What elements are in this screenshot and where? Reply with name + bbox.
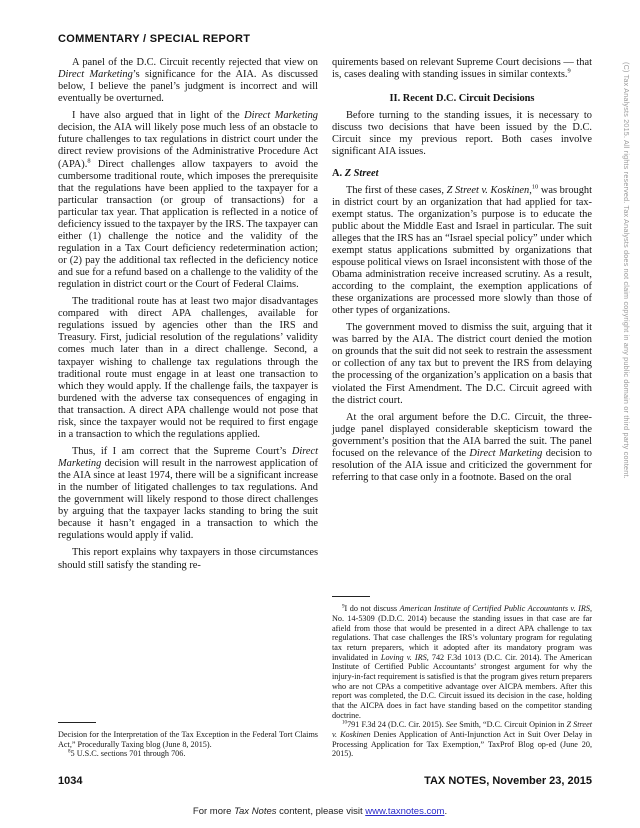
copyright-notice: (C) Tax Analysts 2015. All rights reserved. Tax Analysts does not claim copyright in any public domain or third party content.: [622, 62, 631, 479]
subsection-heading: A. Z Street: [332, 168, 379, 180]
paragraph: Before turning to the standing issues, it is necessary to discuss two decisions that have been issued by the D.C. Circuit since my previous report. Both cases involve significant AIA issues.: [332, 110, 592, 158]
promo-text: For more: [192, 806, 235, 817]
paragraph: This report explains why taxpayers in those circumstances should still satisfy the standing re-: [58, 547, 318, 571]
paragraph: I have also argued that in light of the Direct Marketing decision, the AIA will likely pose much less of an obstacle to future challenges to tax regulations in district court under the direct review provisions of the Administrative Procedure Act (APA).$^8$ Direct challenges allow taxpayers to avoid the cumbersome traditional route, which imposes the prerequisite that the regulations have been applied to the taxpayer for a particular transaction (or group of transactions) for a particular tax year. That application is reflected in a notice of deficiency issued to the taxpayer by the IRS. The taxpayer can either (1) challenge the notice and the validity of the regulation in a Tax Court deficiency redetermination action; or (2) pay the additional tax reflected in the deficiency notice and sue for a refund based on a challenge to the validity of the regulation in district court or the Court of Federal Claims.: [58, 110, 318, 291]
footnote: $^{10}$791 F.3d 24 (D.C. Cir. 2015). See Smith, “D.C. Circuit Opinion in Z Street v. Koskinen Denies Application of Anti-Injunction Act in Suit Over Delay in Processing Application for Tax Exemption,” TaxProf Blog op-ed (June 20, 2015).: [332, 719, 592, 759]
page-number: 1034: [58, 775, 83, 787]
paragraph: At the oral argument before the D.C. Circuit, the three-judge panel displayed considerable skepticism toward the government’s position that the AIA barred the suit. The panel focused on the relevance of the Direct Marketing decision to resolution of the AIA issue and criticized the government for referring to that case only in a footnote. Based on the oral: [332, 411, 592, 483]
two-column-body: [58, 57, 592, 759]
paragraph: The traditional route has at least two major disadvantages compared with direct APA challenges, available for regulations issued by agencies other than the IRS and Treasury. First, judicial resolution of the regulations’ validity comes much later than in a direct challenge. Second, a taxpayer wishing to challenge tax regulations through the traditional route must engage in at least one transaction to which they would apply. If the challenge fails, the taxpayer is burdened with the adverse tax consequences of engaging in that transaction. A direct APA challenge would not pose that risk, since the taxpayer would not be required to first engage in a transaction to which the regulations applied.: [58, 296, 318, 440]
promo-text: .: [444, 806, 448, 817]
section-kicker: COMMENTARY / SPECIAL REPORT: [58, 33, 251, 45]
paragraph: The first of these cases, Z Street v. Koskinen,$^{10}$ was brought in district court by an organization that had applied for tax-exempt status. The organization’s purpose is to educate the public about the Middle East and Israel in particular. The suit alleges that the IRS has an “Israel special policy” under which exempt status applications submitted by organizations that espouse political views on Israel inconsistent with those of the Obama administration receive increased scrutiny. As a result, according to the complaint, the exemption applications of these organizations are processed more slowly than those of other types of organizations.: [332, 183, 593, 317]
paragraph: quirements based on relevant Supreme Court decisions — that is, cases dealing with standing issues in similar contexts.$^9$: [332, 57, 592, 81]
footnote-divider: [332, 596, 370, 597]
brand-name: Tax Notes: [234, 806, 277, 817]
promo-text: content, please visit: [276, 806, 366, 817]
left-footnotes: [58, 722, 318, 759]
footnote: $^8$5 U.S.C. sections 701 through 706.: [68, 748, 186, 759]
footnote: $^9$I do not discuss American Institute of Certified Public Accountants v. IRS, No. 14-5309 (D.D.C. 2014) because the standing issues in that case are far afield from those that would be presented in a direct APA challenge to tax regulations. That case challenges the IRS’s voluntary program for regulating tax return preparers, which it adopted after its mandatory program was invalidated in Loving v. IRS, 742 F.3d 1013 (D.C. Cir. 2014). The American Institute of Certified Public Accountants’ strongest argument for why the injury-in-fact requirement is satisfied is that the program gives return preparers who are not CPAs a competitive advantage over AICPA members. After this report was completed, the D.C. Circuit issued its decision in the case, holding that the AICPA does in fact have standing based on the competitor standing doctrine.: [332, 603, 593, 720]
section-heading: II. Recent D.C. Circuit Decisions: [389, 93, 535, 105]
journal-title: TAX NOTES, November 23, 2015: [424, 775, 592, 787]
paragraph: The government moved to dismiss the suit, arguing that it was barred by the AIA. The district court denied the motion on grounds that the suit did not seek to restrain the assessment or collection of any tax but to prevent the IRS from delaying the processing of the organization’s application on a basis that violated the First Amendment. The D.C. Circuit agreed with the district court.: [332, 322, 592, 406]
footnote-continuation: Decision for the Interpretation of the Tax Exception in the Federal Tort Claims Act,” Procedurally Taxing blog (June 8, 2015).: [58, 729, 318, 749]
page-footer: [58, 775, 592, 787]
paragraph: A panel of the D.C. Circuit recently rejected that view on Direct Marketing’s significance for the AIA. As discussed below, I believe the panel’s judgment is incorrect and will eventually be overturned.: [58, 57, 318, 105]
paragraph: Thus, if I am correct that the Supreme Court’s Direct Marketing decision will result in the narrowest application of the AIA since at least 1974, there will be a significant increase in the number of litigated challenges to tax regulations. And the government will likely respond to those direct challenges by arguing that the taxpayer lacks standing to bring the suit because it hasn’t engaged in a transaction to which the regulations would apply if valid.: [58, 445, 318, 542]
footnote-divider: [58, 722, 96, 723]
left-column: [58, 57, 318, 759]
right-footnotes: [332, 596, 592, 759]
taxnotes-link[interactable]: www.taxnotes.com: [365, 806, 445, 817]
footer-promo: [0, 806, 640, 817]
right-column: [332, 57, 592, 759]
